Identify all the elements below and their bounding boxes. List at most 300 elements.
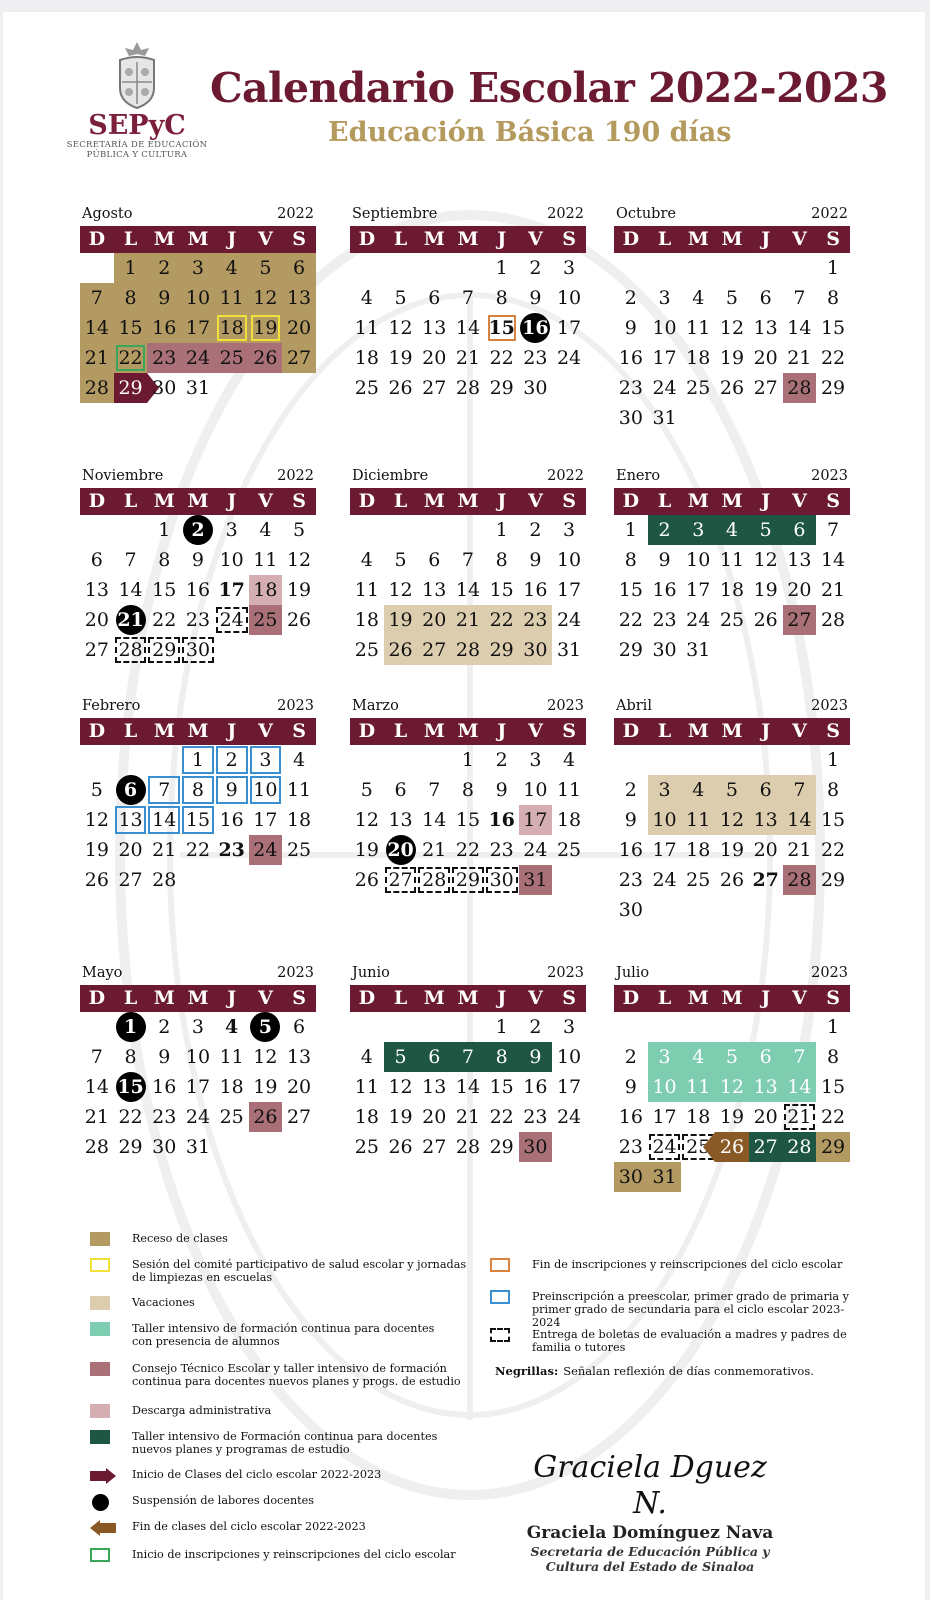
day-cell-vacaciones: 30 xyxy=(519,635,553,665)
day-cell: 11 xyxy=(354,579,379,601)
day-cell: 9 xyxy=(158,1046,171,1068)
empty-day-cell xyxy=(783,745,817,775)
day-cell: 8 xyxy=(624,549,637,571)
day-cell-receso: 29 xyxy=(816,1132,850,1162)
day-cell: 26 xyxy=(753,609,778,631)
day-cell: 10 xyxy=(185,1046,211,1068)
weekday-header xyxy=(80,488,316,515)
month-year: 2023 xyxy=(547,965,584,981)
weekday-label: D xyxy=(622,720,640,742)
day-cell: 3 xyxy=(563,1016,576,1038)
empty-day-cell xyxy=(614,745,648,775)
logo-wordmark: SEPyC xyxy=(88,110,186,141)
day-cell: 20 xyxy=(422,347,447,369)
weekday-label: M xyxy=(721,987,743,1009)
day-cell: 18 xyxy=(286,809,312,831)
weekday-label: V xyxy=(792,228,807,250)
day-cell: 28 xyxy=(455,1136,481,1158)
day-cell: 11 xyxy=(354,317,379,339)
day-cell: 23 xyxy=(152,1106,177,1128)
day-cell: 19 xyxy=(286,579,312,601)
day-cell-taller-formacion: 8 xyxy=(485,1042,519,1072)
empty-day-cell xyxy=(681,253,715,283)
weekday-label: L xyxy=(123,987,138,1009)
day-cell-taller-formacion: 3 xyxy=(681,515,715,545)
day-cell: 24 xyxy=(556,347,582,369)
day-cell: 22 xyxy=(820,1106,846,1128)
day-cell: 21 xyxy=(422,839,447,861)
month-name: Julio xyxy=(616,965,650,981)
weekday-label: J xyxy=(497,490,507,512)
weekday-label: V xyxy=(528,228,543,250)
day-cell: 10 xyxy=(652,317,677,339)
day-cell: 15 xyxy=(820,1076,846,1098)
weekday-label: M xyxy=(153,490,175,512)
day-cell: 8 xyxy=(495,287,508,309)
day-cell: 16 xyxy=(618,1106,643,1128)
day-cell: 18 xyxy=(354,1106,379,1128)
day-cell: 26 xyxy=(84,869,109,891)
weekday-label: S xyxy=(292,720,307,742)
day-cell-receso: 15 xyxy=(114,313,148,343)
legend-item xyxy=(90,1296,195,1310)
month-header xyxy=(614,468,850,488)
day-cell: 15 xyxy=(152,579,177,601)
day-cell: 24 xyxy=(686,609,711,631)
day-cell-vacaciones: 29 xyxy=(485,635,519,665)
day-cell: 21 xyxy=(152,839,177,861)
day-cell: 13 xyxy=(84,579,109,601)
day-grid xyxy=(614,745,850,925)
day-cell: 2 xyxy=(529,257,542,279)
day-cell: 10 xyxy=(686,549,711,571)
weekday-label: J xyxy=(227,720,237,742)
empty-day-cell xyxy=(384,253,418,283)
legend-item xyxy=(490,1258,842,1272)
legend-label: Inicio de inscripciones y reinscripciones del ciclo escolar xyxy=(132,1548,456,1561)
day-cell: 1 xyxy=(827,749,840,771)
day-cell: 20 xyxy=(422,1106,447,1128)
empty-day-cell xyxy=(417,1012,451,1042)
empty-day-cell xyxy=(80,515,114,545)
day-cell-vacaciones: 19 xyxy=(384,605,418,635)
month-febrero xyxy=(80,698,316,895)
day-cell: 12 xyxy=(753,549,778,571)
legend-swatch-outline-icon xyxy=(490,1290,510,1304)
empty-day-cell xyxy=(114,515,148,545)
empty-day-cell xyxy=(681,1012,715,1042)
day-cell: 6 xyxy=(90,549,103,571)
day-cell: 14 xyxy=(84,1076,109,1098)
day-cell-entrega-boletas: 28 xyxy=(417,865,451,895)
day-cell: 4 xyxy=(360,1046,373,1068)
day-cell: 22 xyxy=(152,609,177,631)
weekday-label: S xyxy=(562,987,577,1009)
month-header xyxy=(614,206,850,226)
month-name: Diciembre xyxy=(352,468,429,484)
day-cell-taller-formacion: 4 xyxy=(715,515,749,545)
day-cell: 14 xyxy=(455,317,481,339)
legend-swatch-dashed-icon xyxy=(490,1328,510,1342)
day-cell: 14 xyxy=(787,317,812,339)
day-cell: 5 xyxy=(725,287,738,309)
legend-label: Taller intensivo de Formación continua para docentes nuevos planes y programas de estudio xyxy=(132,1430,438,1456)
weekday-label: M xyxy=(457,490,479,512)
day-cell-preinscripcion: 1 xyxy=(181,745,215,775)
weekday-label: L xyxy=(123,720,138,742)
empty-day-cell xyxy=(715,745,749,775)
day-cell: 3 xyxy=(225,519,238,541)
day-cell: 1 xyxy=(495,519,508,541)
day-cell: 16 xyxy=(618,839,643,861)
weekday-label: L xyxy=(657,228,672,250)
weekday-label: V xyxy=(258,228,273,250)
day-cell-taller-alumnos: 3 xyxy=(648,1042,682,1072)
day-cell: 23 xyxy=(523,1106,548,1128)
empty-day-cell xyxy=(749,745,783,775)
legend-swatch-fill-icon xyxy=(90,1322,110,1336)
weekday-label: L xyxy=(123,490,138,512)
day-cell: 8 xyxy=(158,549,171,571)
day-cell: 23 xyxy=(218,839,245,861)
day-grid xyxy=(614,515,850,665)
day-grid xyxy=(614,1012,850,1192)
day-cell: 8 xyxy=(495,549,508,571)
day-cell: 22 xyxy=(118,1106,143,1128)
legend-swatch-fill-icon xyxy=(90,1232,110,1246)
day-cell-taller-formacion: 27 xyxy=(749,1132,783,1162)
day-cell: 23 xyxy=(618,377,643,399)
logo-subtitle: SECRETARÍA DE EDUCACIÓN PÚBLICA Y CULTURA xyxy=(66,140,208,160)
day-cell-suspension xyxy=(114,1072,148,1102)
day-cell-entrega-boletas: 24 xyxy=(648,1132,682,1162)
day-cell-preinscripcion: 3 xyxy=(249,745,283,775)
day-cell: 1 xyxy=(827,257,840,279)
weekday-label: M xyxy=(457,987,479,1009)
day-cell: 19 xyxy=(253,1076,278,1098)
day-cell: 14 xyxy=(820,549,846,571)
weekday-label: M xyxy=(721,228,743,250)
month-name: Enero xyxy=(616,468,661,484)
day-cell: 10 xyxy=(556,549,582,571)
weekday-label: M xyxy=(687,987,709,1009)
weekday-label: D xyxy=(88,490,106,512)
day-cell: 22 xyxy=(489,347,514,369)
weekday-label: L xyxy=(393,720,408,742)
day-cell-vacaciones: 5 xyxy=(715,775,749,805)
empty-day-cell xyxy=(715,253,749,283)
day-cell-vacaciones: 13 xyxy=(749,805,783,835)
weekday-label: M xyxy=(687,228,709,250)
day-cell: 8 xyxy=(461,779,474,801)
page-subtitle: Educación Básica 190 días xyxy=(328,117,732,148)
legend-swatch-outline-icon xyxy=(490,1258,510,1272)
day-cell: 21 xyxy=(820,579,846,601)
negrillas-note xyxy=(495,1364,814,1378)
legend-item xyxy=(90,1494,314,1511)
empty-day-cell xyxy=(114,745,148,775)
weekday-header xyxy=(614,985,850,1012)
month-year: 2022 xyxy=(277,206,314,222)
day-cell-suspension xyxy=(114,605,148,635)
day-cell-receso: 5 xyxy=(249,253,283,283)
legend-swatch-fill-icon xyxy=(90,1362,110,1376)
weekday-header xyxy=(614,718,850,745)
day-cell: 3 xyxy=(529,749,542,771)
day-cell: 12 xyxy=(354,809,379,831)
day-cell: 14 xyxy=(455,579,481,601)
legend-item xyxy=(90,1232,228,1246)
day-cell: 16 xyxy=(152,1076,177,1098)
day-cell-receso: 7 xyxy=(80,283,114,313)
day-cell-consejo-tecnico: 27 xyxy=(783,605,817,635)
legend-item xyxy=(90,1322,434,1348)
day-cell-entrega-boletas: 25 xyxy=(681,1132,715,1162)
day-cell-consejo-tecnico: 28 xyxy=(783,865,817,895)
day-grid xyxy=(80,515,316,665)
day-cell: 27 xyxy=(422,377,447,399)
day-grid xyxy=(80,745,316,895)
legend-swatch-dot-icon xyxy=(92,1494,109,1511)
day-cell-vacaciones: 26 xyxy=(384,635,418,665)
day-cell: 17 xyxy=(652,347,677,369)
day-cell: 1 xyxy=(495,1016,508,1038)
day-cell: 4 xyxy=(360,287,373,309)
day-cell: 1 xyxy=(158,519,171,541)
suspension-dot: 5 xyxy=(250,1012,280,1042)
day-cell: 11 xyxy=(719,549,745,571)
signature-handwriting: Graciela Dguez N. xyxy=(533,1450,767,1521)
legend-swatch-outline-icon xyxy=(90,1548,110,1562)
day-cell-receso: 13 xyxy=(282,283,316,313)
day-cell: 29 xyxy=(820,869,846,891)
day-cell: 15 xyxy=(820,317,846,339)
day-cell: 4 xyxy=(293,749,306,771)
day-cell: 8 xyxy=(124,1046,137,1068)
day-cell-receso: 21 xyxy=(80,343,114,373)
day-cell: 13 xyxy=(286,1046,312,1068)
day-cell-consejo-tecnico: 28 xyxy=(783,373,817,403)
weekday-label: J xyxy=(497,987,507,1009)
day-cell: 29 xyxy=(820,377,846,399)
weekday-label: M xyxy=(423,987,445,1009)
day-cell-inicio-inscripciones: 22 xyxy=(114,343,148,373)
day-cell-taller-alumnos: 11 xyxy=(681,1072,715,1102)
day-cell: 16 xyxy=(652,579,677,601)
day-cell: 9 xyxy=(658,549,671,571)
day-cell: 25 xyxy=(354,639,379,661)
day-cell-vacaciones: 14 xyxy=(783,805,817,835)
day-cell: 14 xyxy=(118,579,143,601)
weekday-label: J xyxy=(761,720,771,742)
day-cell: 25 xyxy=(286,839,312,861)
weekday-label: M xyxy=(153,228,175,250)
suspension-dot: 6 xyxy=(116,775,146,805)
day-grid xyxy=(350,745,586,895)
month-abril xyxy=(614,698,850,925)
legend-label: Sesión del comité participativo de salud escolar y jornadas de limpiezas en escuelas xyxy=(132,1258,467,1284)
day-cell-taller-alumnos: 13 xyxy=(749,1072,783,1102)
weekday-label: D xyxy=(88,228,106,250)
day-cell-descarga: 17 xyxy=(519,805,553,835)
day-cell: 7 xyxy=(827,519,840,541)
day-cell: 18 xyxy=(686,1106,711,1128)
day-cell: 3 xyxy=(563,257,576,279)
weekday-label: J xyxy=(761,490,771,512)
month-year: 2023 xyxy=(277,965,314,981)
day-cell-receso: 6 xyxy=(282,253,316,283)
weekday-label: J xyxy=(761,228,771,250)
legend-item xyxy=(490,1290,860,1329)
suspension-dot: 2 xyxy=(183,515,213,545)
day-cell: 6 xyxy=(428,287,441,309)
day-cell: 29 xyxy=(489,377,514,399)
legend-label: Suspensión de labores docentes xyxy=(132,1494,315,1507)
state-coat-of-arms-icon xyxy=(114,40,160,110)
day-cell: 10 xyxy=(219,549,244,571)
day-cell: 5 xyxy=(394,287,407,309)
day-cell: 16 xyxy=(488,809,515,831)
day-cell-taller-alumnos: 6 xyxy=(749,1042,783,1072)
day-cell-inicio-clases: 29 xyxy=(114,373,148,403)
day-cell: 5 xyxy=(360,779,373,801)
empty-day-cell xyxy=(648,745,682,775)
day-cell: 29 xyxy=(489,1136,514,1158)
empty-day-cell xyxy=(384,1012,418,1042)
day-cell: 8 xyxy=(827,1046,840,1068)
day-cell-consejo-tecnico: 31 xyxy=(519,865,553,895)
day-cell: 20 xyxy=(753,839,778,861)
day-cell: 17 xyxy=(556,317,582,339)
weekday-label: S xyxy=(826,987,841,1009)
sepyc-logo xyxy=(62,40,212,175)
day-cell-entrega-boletas: 29 xyxy=(147,635,181,665)
day-cell: 26 xyxy=(719,377,745,399)
suspension-dot: 21 xyxy=(116,605,146,635)
day-cell: 21 xyxy=(455,1106,481,1128)
day-cell: 19 xyxy=(388,1106,413,1128)
legend-label: Taller intensivo de formación continua para docentes con presencia de alumnos xyxy=(132,1322,435,1348)
day-cell: 18 xyxy=(219,1076,244,1098)
legend-swatch-fill-icon xyxy=(90,1404,110,1418)
day-cell: 7 xyxy=(90,1046,103,1068)
day-cell: 24 xyxy=(523,839,548,861)
signature-block xyxy=(515,1450,785,1574)
legend-label: Fin de inscripciones y reinscripciones del ciclo escolar xyxy=(532,1258,843,1271)
day-cell: 21 xyxy=(455,347,481,369)
day-cell-vacaciones: 23 xyxy=(519,605,553,635)
day-cell: 9 xyxy=(529,287,542,309)
day-cell: 31 xyxy=(185,377,211,399)
weekday-label: L xyxy=(393,490,408,512)
day-cell-entrega-boletas: 30 xyxy=(485,865,519,895)
day-cell: 21 xyxy=(787,347,812,369)
negrillas-label: Negrillas: xyxy=(495,1364,559,1378)
suspension-dot: 15 xyxy=(116,1072,146,1102)
day-cell: 15 xyxy=(820,809,846,831)
day-cell-taller-alumnos: 14 xyxy=(783,1072,817,1102)
weekday-label: V xyxy=(528,490,543,512)
day-cell: 10 xyxy=(523,779,548,801)
day-cell: 26 xyxy=(354,869,379,891)
day-cell: 13 xyxy=(422,317,447,339)
day-cell-preinscripcion: 9 xyxy=(215,775,249,805)
day-cell: 11 xyxy=(354,1076,379,1098)
weekday-label: S xyxy=(562,720,577,742)
weekday-label: V xyxy=(528,720,543,742)
day-cell: 13 xyxy=(388,809,413,831)
legend-swatch-arrow-right-icon xyxy=(90,1468,116,1482)
day-cell-entrega-boletas: 27 xyxy=(384,865,418,895)
day-cell: 24 xyxy=(556,609,582,631)
weekday-label: D xyxy=(88,987,106,1009)
day-cell-vacaciones: 11 xyxy=(681,805,715,835)
day-cell: 30 xyxy=(618,407,643,429)
weekday-label: V xyxy=(528,987,543,1009)
month-marzo xyxy=(350,698,586,895)
day-cell: 28 xyxy=(152,869,177,891)
day-cell: 24 xyxy=(556,1106,582,1128)
day-cell: 22 xyxy=(185,839,211,861)
day-cell: 25 xyxy=(219,1106,244,1128)
weekday-label: M xyxy=(187,490,209,512)
day-cell-taller-alumnos: 12 xyxy=(715,1072,749,1102)
day-cell: 31 xyxy=(652,407,677,429)
day-cell: 19 xyxy=(753,579,778,601)
weekday-header xyxy=(350,985,586,1012)
day-cell: 13 xyxy=(753,317,778,339)
month-diciembre xyxy=(350,468,586,665)
day-cell: 13 xyxy=(422,579,447,601)
day-cell: 6 xyxy=(428,549,441,571)
day-cell: 2 xyxy=(158,1016,171,1038)
day-cell: 25 xyxy=(719,609,745,631)
day-grid xyxy=(350,253,586,403)
day-cell-taller-formacion: 28 xyxy=(783,1132,817,1162)
day-cell: 28 xyxy=(84,1136,109,1158)
day-cell: 24 xyxy=(652,377,677,399)
day-cell: 22 xyxy=(618,609,643,631)
day-cell: 26 xyxy=(388,1136,413,1158)
weekday-label: L xyxy=(393,228,408,250)
day-cell: 27 xyxy=(286,1106,312,1128)
day-cell: 7 xyxy=(461,287,474,309)
month-header xyxy=(80,468,316,488)
weekday-label: M xyxy=(187,228,209,250)
day-cell-receso: 10 xyxy=(181,283,215,313)
day-cell: 31 xyxy=(185,1136,211,1158)
day-cell-receso: 31 xyxy=(648,1162,682,1192)
month-octubre xyxy=(614,206,850,433)
day-cell: 26 xyxy=(388,377,413,399)
day-cell-receso: 14 xyxy=(80,313,114,343)
day-cell-comite-salud: 19 xyxy=(249,313,283,343)
day-cell: 21 xyxy=(84,1106,109,1128)
day-cell: 6 xyxy=(293,1016,306,1038)
day-cell: 23 xyxy=(489,839,514,861)
month-header xyxy=(350,965,586,985)
day-cell: 22 xyxy=(820,839,846,861)
day-cell-preinscripcion: 14 xyxy=(147,805,181,835)
day-cell: 25 xyxy=(354,1136,379,1158)
day-cell-receso: 9 xyxy=(147,283,181,313)
day-cell-preinscripcion: 10 xyxy=(249,775,283,805)
day-cell: 19 xyxy=(84,839,109,861)
day-cell-vacaciones: 4 xyxy=(681,775,715,805)
day-cell: 17 xyxy=(556,579,582,601)
day-cell: 18 xyxy=(556,809,582,831)
day-cell: 17 xyxy=(652,1106,677,1128)
